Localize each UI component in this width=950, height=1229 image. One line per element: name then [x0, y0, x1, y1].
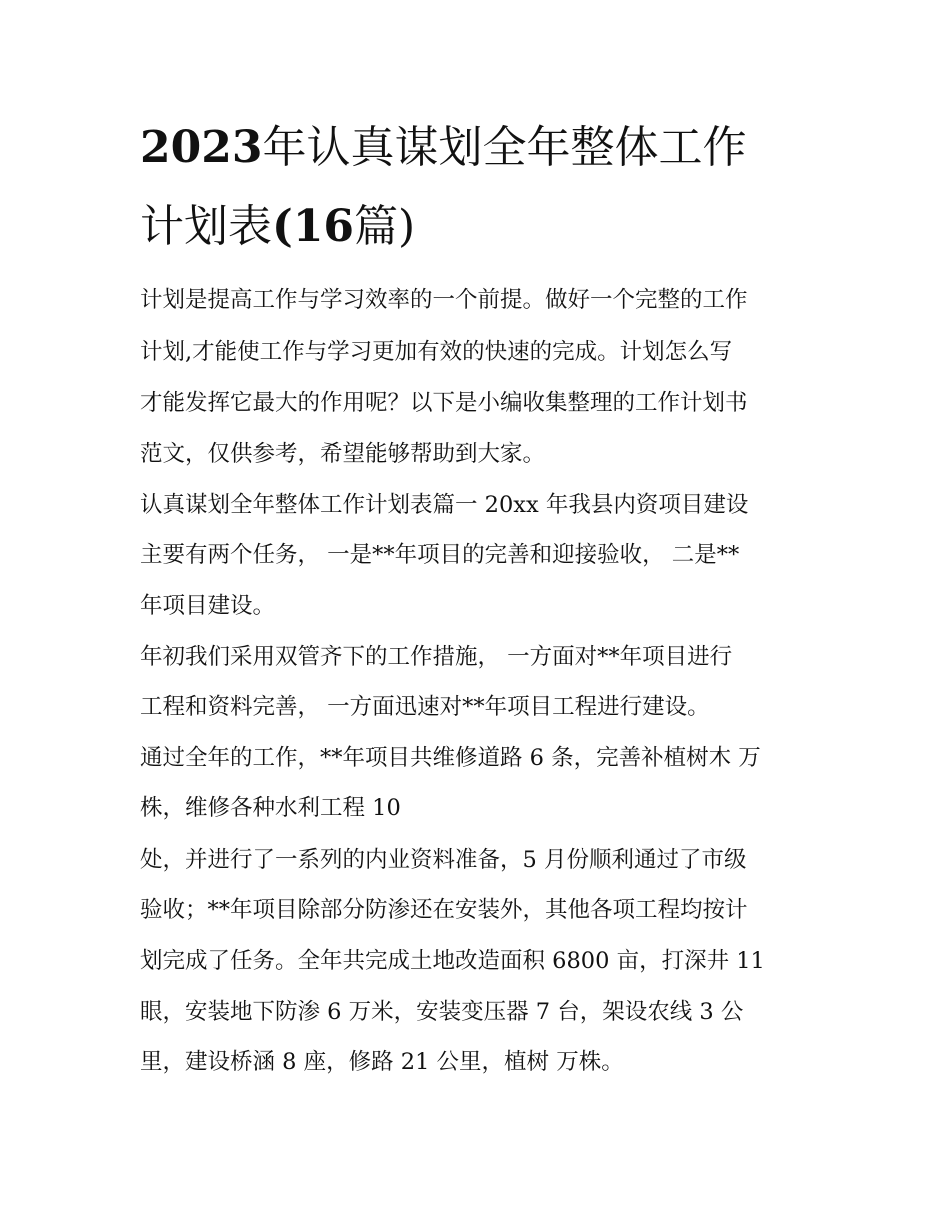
body-line: 株，维修各种水利工程 10	[140, 795, 401, 821]
title-count: (16	[272, 201, 355, 252]
body-line: 才能发挥它最大的作用呢？以下是小编收集整理的工作计划书	[140, 390, 748, 416]
body-line: 范文，仅供参考，希望能够帮助到大家。	[140, 441, 546, 467]
body-line: 计划,才能使工作与学习更加有效的快速的完成。计划怎么写	[140, 339, 733, 365]
title-text-1: 年认真谋划全年整体工作	[262, 122, 747, 173]
body-line: 处，并进行了一系列的内业资料准备，5 月份顺利通过了市级	[140, 847, 747, 873]
title-text-2b: 篇)	[354, 201, 416, 252]
body-line: 年项目建设。	[140, 593, 276, 619]
body-line: 通过全年的工作，**年项目共维修道路 6 条，完善补植树木 万	[140, 745, 761, 771]
body-line: 验收；**年项目除部分防渗还在安装外，其他各项工程均按计	[140, 897, 748, 923]
title-line-1	[140, 118, 746, 178]
body-line: 里，建设桥涵 8 座，修路 21 公里，植树 万株。	[140, 1049, 624, 1075]
body-line: 主要有两个任务， 一是**年项目的完善和迎接验收， 二是**	[140, 542, 740, 568]
title-text-2a: 计划表	[140, 201, 272, 252]
body-line: 工程和资料完善， 一方面迅速对**年项目工程进行建设。	[140, 694, 710, 720]
body-line: 认真谋划全年整体工作计划表篇一 20xx 年我县内资项目建设	[140, 492, 749, 518]
title-year: 2023	[140, 122, 263, 173]
body-line: 划完成了任务。全年共完成土地改造面积 6800 亩，打深井 11	[140, 948, 765, 974]
body-line: 眼，安装地下防渗 6 万米，安装变压器 7 台，架设农线 3 公	[140, 999, 744, 1025]
title-line-2	[140, 197, 415, 257]
body-line: 计划是提高工作与学习效率的一个前提。做好一个完整的工作	[140, 287, 748, 313]
body-line: 年初我们采用双管齐下的工作措施， 一方面对**年项目进行	[140, 644, 733, 670]
